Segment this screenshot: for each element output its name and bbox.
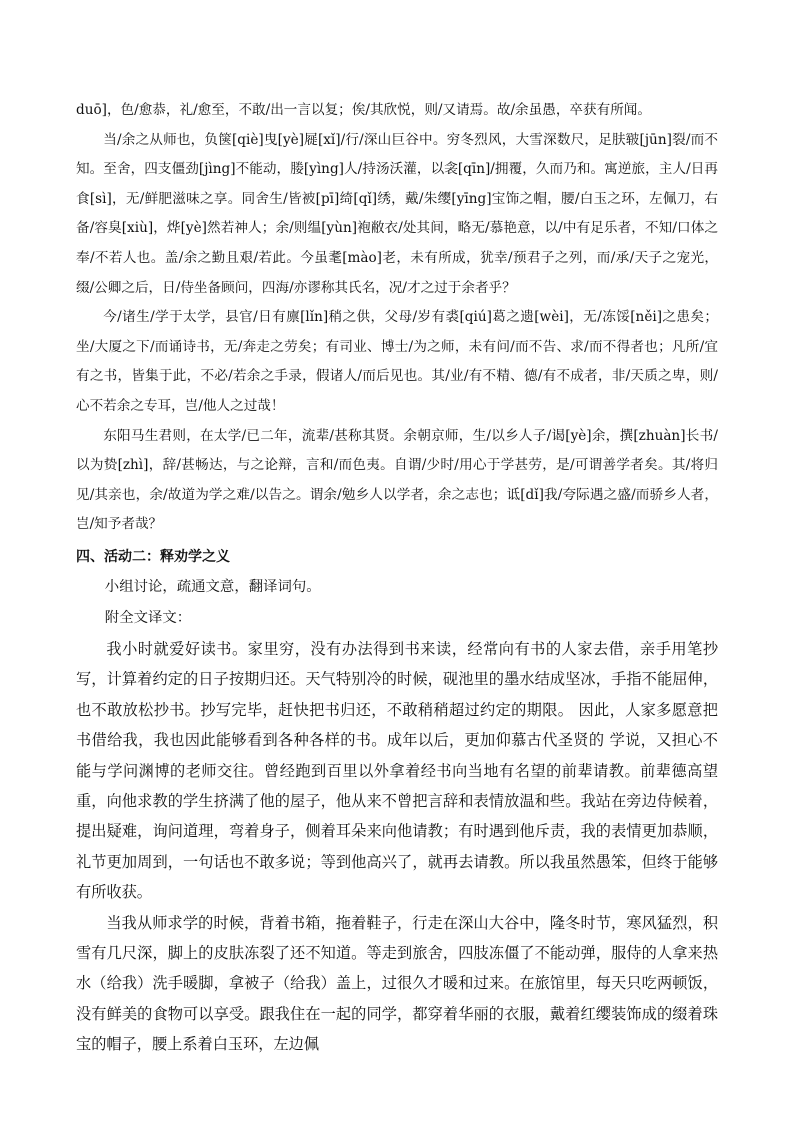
translation-paragraph-2: 当我从师求学的时候，背着书箱，拖着鞋子，行走在深山大谷中，隆冬时节，寒风猛烈，积雪有几尺深，脚上的皮肤冻裂了还不知道。等走到旅舍，四肢冻僵了不能动弹，服侍的人拿来热水（给我）洗手暖脚，拿被子（给我）盖上，过很久才暖和过来。在旅馆里，每天只吃两顿饭，没有鲜美的食物可以享受。跟我住在一起的同学，都穿着华丽的衣服，戴着红缨装饰成的缀着珠宝的帽子，腰上系着白玉环，左边佩 (76, 913, 718, 1054)
translation-text (76, 634, 718, 1060)
classical-paragraph-2: 当/余之从师也，负箧[qiè]曳[yè]屣[xǐ]/行/深山巨谷中。穷冬烈风，大雪深数尺，足肤皲[jūn]裂/而不知。至舍，四支僵劲[jìng]不能动，媵[yìng]人/持汤沃灌，以衾[qīn]/拥覆，久而乃和。寓逆旅，主人/日再食[sì]，无/鲜肥滋味之享。同舍生/皆被[pī]绮[qǐ]绣，戴/朱缨[yīng]宝饰之帽，腰/白玉之环，左佩刀，右备/容臭[xiù]，烨[yè]然若神人；余/则缊[yùn]袍敝衣/处其间，略无/慕艳意，以/中有足乐者，不知/口体之奉/不若人也。盖/余之勤且艰/若此。今虽耄[mào]老，未有所成，犹幸/预君子之列，而/承/天子之宠光，缀/公卿之后，日/侍坐备顾问，四海/亦谬称其氏名，况/才之过于余者乎？ (76, 131, 718, 296)
translation-label: 附全文译文： (104, 609, 192, 626)
document-page (76, 96, 718, 1060)
translation-paragraph-1: 我小时就爱好读书。家里穷，没有办法得到书来读，经常向有书的人家去借，亲手用笔抄写，计算着约定的日子按期归还。天气特别冷的时候，砚池里的墨水结成坚冰，手指不能屈伸，也不敢放松抄书。抄写完毕，赶快把书归还，不敢稍稍超过约定的期限。 因此，人家多愿意把书借给我，我也因此能够看到各种各样的书。成年以后，更加仰慕古代圣贤的 学说，又担心不能与学问渊博的老师交往。曾经跑到百里以外拿着经书向当地有名望的前辈请教。前辈德高望重，向他求教的学生挤满了他的屋子，他从来不曾把言辞和表情放温和些。我站在旁边侍候着，提出疑难，询问道理，弯着身子，侧着耳朵来向他请教；有时遇到他斥责，我的表情更加恭顺，礼节更加周到，一句话也不敢多说；等到他高兴了，就再去请教。所以我虽然愚笨，但终于能够有所收获。 (76, 639, 718, 902)
classical-paragraph-1: duō]，色/愈恭，礼/愈至，不敢/出一言以复；俟/其欣悦，则/又请焉。故/余虽愚，卒获有所闻。 (76, 102, 651, 118)
classical-text (76, 96, 718, 540)
instruction-text: 小组讨论，疏通文意，翻译词句。 (104, 578, 321, 595)
classical-paragraph-3: 今/诸生/学于太学，县官/日有廪[lǐn]稍之供，父母/岁有裘[qiú]葛之遗[wèi]，无/冻馁[něi]之患矣；坐/大厦之下/而诵诗书，无/奔走之劳矣；有司业、博士/为之师，未有问/而不告、求/而不得者也；凡所/宜有之书，皆集于此，不必/若余之手录，假诸人/而后见也。其/业/有不精、德/有不成者，非/天质之卑，则/心不若余之专耳，岂/他人之过哉！ (76, 309, 718, 414)
section-heading: 四、活动二：释劝学之义 (76, 548, 230, 565)
classical-paragraph-4: 东阳马生君则，在太学/已二年，流辈/甚称其贤。余朝京师，生/以乡人子/谒[yè]余，撰[zhuàn]长书/以为贽[zhì]，辞/甚畅达，与之论辩，言和/而色夷。自谓/少时/用心于学甚劳，是/可谓善学者矣。其/将归见/其亲也，余/故道为学之难/以告之。谓余/勉乡人以学者，余之志也；诋[dǐ]我/夸际遇之盛/而骄乡人者，岂/知予者哉？ (76, 427, 718, 533)
